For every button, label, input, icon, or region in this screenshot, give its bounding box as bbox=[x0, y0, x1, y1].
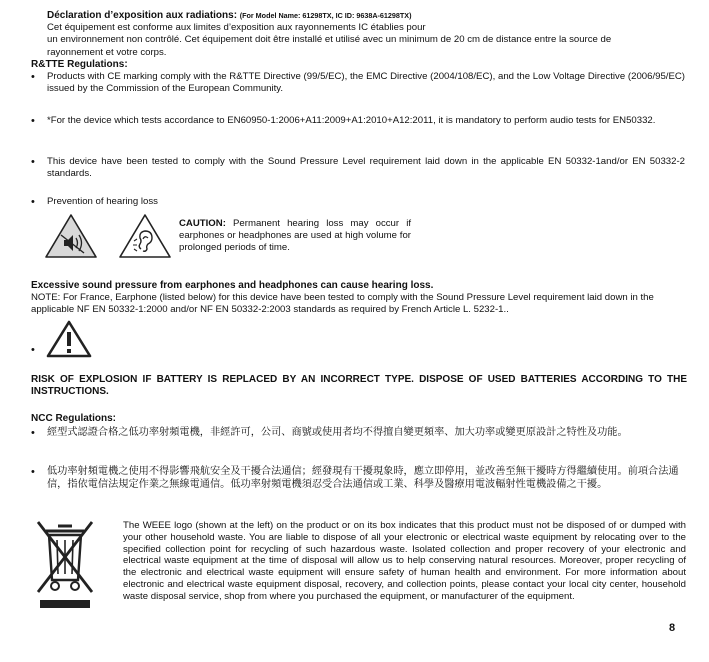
french-declaration-heading bbox=[47, 10, 687, 22]
rtte-heading: R&TTE Regulations: bbox=[31, 59, 128, 70]
bullet-marker: • bbox=[31, 71, 35, 83]
french-line-1: Cet équipement est conforme aux limites d’exposition aux rayonnements IC établies pour bbox=[47, 22, 426, 33]
weee-disposal-text: The WEEE logo (shown at the left) on the product or on its box indicates that this product must not be disposed of or dumped with your other household waste. You are liable to dispose of all your electronic or electrical waste equipment by relocating over to the specified collection point for recycling of such hazardous waste. Isolated collection and proper recovery of your electronic and electrical waste equipment at the time of disposal will allow us to help conserving natural resources. Moreover, proper recycling of the electronic and electrical waste equipment will ensure safety of human health and environment. For more information about electronic and electrical waste equipment disposal, recovery, and collection points, please contact your local city center, household waste disposal service, shop from where you purchased the equipment, or manufacturer of the equipment. bbox=[123, 520, 686, 602]
ncc-heading: NCC Regulations: bbox=[31, 413, 116, 424]
caution-block bbox=[179, 218, 411, 255]
ncc-bullet-1: 經型式認證合格之低功率射頻電機，非經許可，公司、商號或使用者均不得擅自變更頻率、加大功率或變更原設計之特性及功能。 bbox=[47, 427, 628, 438]
bullet-marker: • bbox=[31, 115, 35, 127]
hearing-protection-icon bbox=[118, 213, 172, 259]
rtte-bullet-2: *For the device which tests accordance to EN60950-1:2006+A11:2009+A1:2010+A12:2011, it is mandatory to perform audio tests for EN50332. bbox=[47, 115, 656, 126]
caution-label: CAUTION: bbox=[179, 218, 226, 229]
france-earphone-note: NOTE: For France, Earphone (listed below) for this device have been tested to comply with the Sound Pressure Level requirement laid down in the applicable NF EN 50332-1:2000 and/or NF EN 50332-2:2003 standards as required by French Article L. 5232-1.. bbox=[31, 292, 654, 316]
bullet-marker: • bbox=[31, 196, 35, 208]
bullet-marker: • bbox=[31, 344, 35, 356]
caution-text: Permanent hearing loss may occur if earphones or headphones are used at high volume for prolonged periods of time. bbox=[179, 218, 411, 254]
rtte-bullet-3: This device have been tested to comply with the Sound Pressure Level requirement laid down in the applicable EN 50332-1and/or EN 50332-2 standards. bbox=[47, 156, 685, 180]
model-note: (For Model Name: 61298TX, IC ID: 9638A-61298TX) bbox=[239, 11, 412, 20]
bullet-marker: • bbox=[31, 427, 35, 439]
bullet-marker: • bbox=[31, 156, 35, 168]
french-line-3: rayonnement et votre corps. bbox=[47, 46, 167, 58]
bullet-marker: • bbox=[31, 466, 35, 478]
weee-crossed-bin-icon bbox=[34, 520, 96, 610]
page-number: 8 bbox=[669, 622, 676, 634]
french-declaration-body bbox=[47, 22, 687, 59]
french-declaration-title: Déclaration d’exposition aux radiations: bbox=[47, 10, 238, 21]
loud-volume-warning-icon bbox=[44, 213, 98, 259]
warning-triangle-icon bbox=[46, 320, 92, 358]
rtte-bullet-4: Prevention of hearing loss bbox=[47, 196, 158, 207]
ncc-bullet-2: 低功率射頻電機之使用不得影響飛航安全及干擾合法通信；經發現有干擾現象時，應立即停用，並改善至無干擾時方得繼續使用。前項合法通信，指依電信法規定作業之無線電通信。低功率射頻電機須忍受合法通信或工業、科學及醫療用電波輻射性電機設備之干擾。 bbox=[47, 466, 679, 491]
french-line-2: un environnement non contrôlé. Cet équipement doit être installé et utilisé avec un minimum de 20 cm de distance entre la source de bbox=[47, 34, 612, 46]
excessive-sound-heading: Excessive sound pressure from earphones and headphones can cause hearing loss. bbox=[31, 280, 434, 291]
battery-explosion-warning: RISK OF EXPLOSION IF BATTERY IS REPLACED BY AN INCORRECT TYPE. DISPOSE OF USED BATTERIES ACCORDING TO THE INSTRUCTIONS. bbox=[31, 374, 687, 398]
rtte-bullet-1: Products with CE marking comply with the R&TTE Directive (99/5/EC), the EMC Directive (2004/108/EC), and the Low Voltage Directive (2006/95/EC) issued by the Commission of the European Community. bbox=[47, 71, 685, 95]
